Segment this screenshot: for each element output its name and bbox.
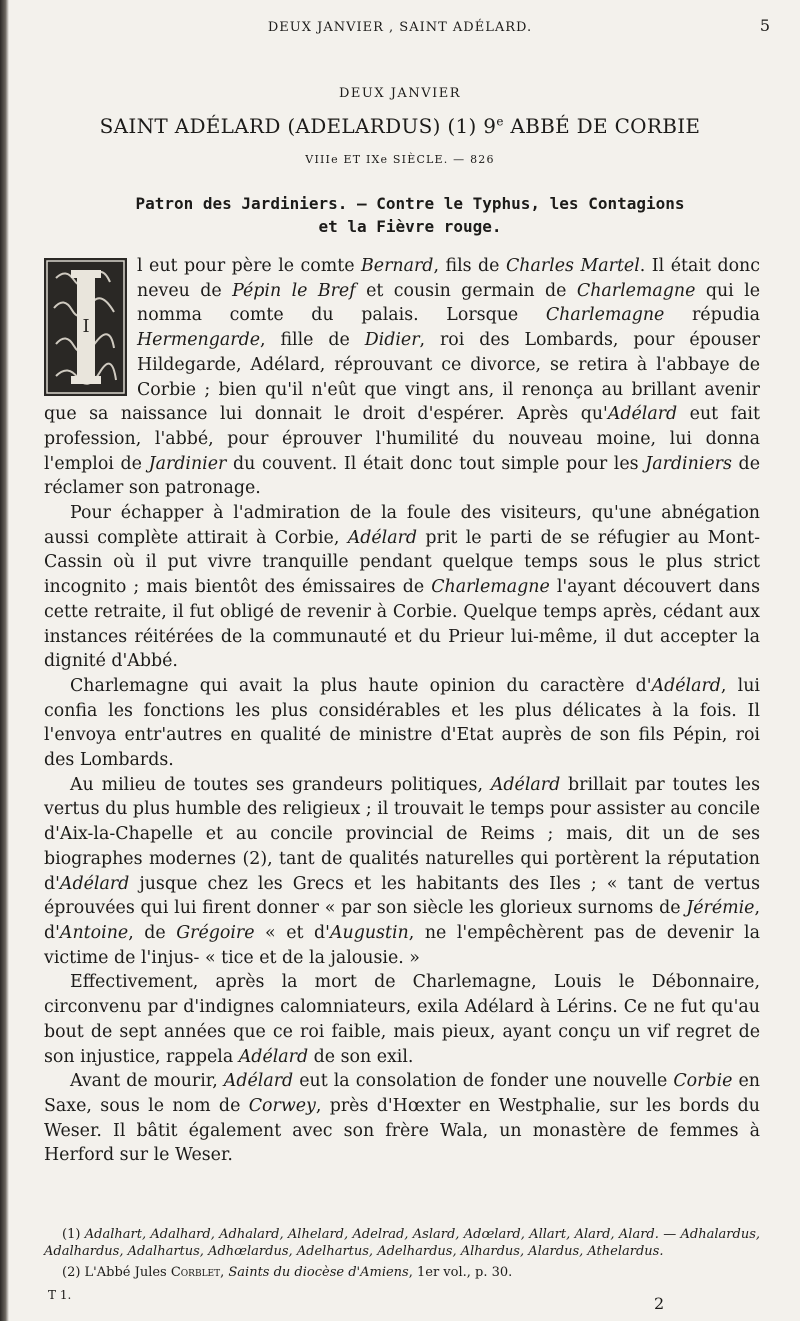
text-run: . Il était donc neveu de — [137, 256, 760, 301]
text-run: Grégoire — [176, 922, 255, 943]
entry-title — [0, 114, 800, 138]
paragraph-6 — [44, 1069, 760, 1168]
title-footnote-ref: 1 — [455, 114, 469, 138]
title-end: ABBÉ DE CORBIE — [503, 114, 701, 138]
footnote-work-title: Saints du diocèse d'Amiens — [228, 1265, 409, 1280]
text-run: de réclamer son patronage. — [44, 453, 760, 499]
text-run: qui le nomma comte du palais. Lorsque — [137, 280, 760, 326]
footnote-text: L'Abbé Jules — [84, 1265, 171, 1280]
text-run: Bernard — [361, 256, 434, 276]
text-run: Adélard — [490, 774, 561, 795]
text-run: Charlemagne qui avait la plus haute opinion du caractère d' — [70, 675, 652, 696]
text-run: Effectivement, après la mort de Charlemagne, Louis le Débonnaire, circonvenu par d'indignes calomniateurs, exila Adélard à Lérins. Ce ne fut qu'au bout de sept années que ce roi faible, mais pieux, ayant conçu un vif regret de son injustice, rappela — [44, 972, 760, 1067]
text-run: Au milieu de toutes ses grandeurs politiques, — [70, 774, 491, 795]
footnote-text: Adalhart, Adalhard, Adhalard, Alhelard, Adelrad, Aslard, Adœlard, Allart, Alard, Alard. — Adhalardus, Adalhardus, Adalhartus, Adhœlardus, Adelhartus, Adelhardus, Alhardus, Alardus, Athelardus. — [44, 1227, 760, 1259]
text-run: , lui confia les fonctions les plus considérables et les plus délicates à la fois. Il l'envoya entr'autres en qualité de ministre d'Etat auprès de son fils Pépin, roi des Lombards. — [44, 675, 760, 771]
paragraph-3 — [44, 674, 760, 773]
text-run: Adélard — [59, 873, 130, 894]
footnote-1 — [44, 1226, 760, 1260]
text-run: Adélard — [347, 527, 418, 548]
text-run: Jardinier — [148, 453, 227, 474]
paragraph-4 — [44, 773, 760, 971]
title-main: SAINT ADÉLARD (ADELARDUS) ( — [99, 114, 456, 138]
text-run: répudia — [664, 305, 760, 326]
century-line: VIIIe ET IXe SIÈCLE. — 826 — [305, 153, 495, 166]
text-run: et cousin germain de — [355, 280, 577, 301]
text-run: Pour échapper à l'admiration de la foule des visiteurs, qu'une abnégation aussi complète attirait à Corbie, — [44, 503, 760, 548]
text-run: Charles Martel — [505, 256, 640, 276]
text-run: Hermengarde — [137, 330, 260, 351]
footnote-text: , 1er vol., p. 30. — [408, 1265, 513, 1280]
text-run: Pépin le Bref — [232, 280, 356, 301]
text-run: , fils de — [433, 256, 506, 276]
paragraph-5 — [44, 970, 760, 1069]
ornamental-dropcap-icon — [44, 258, 127, 396]
text-run: eut la consolation de fonder une nouvelle — [293, 1071, 674, 1092]
text-run: Corbie — [673, 1071, 733, 1092]
text-run: , d' — [44, 898, 760, 943]
text-run: Charlemagne — [576, 280, 696, 301]
text-run: Adélard — [223, 1071, 294, 1092]
footnote-text: , — [220, 1265, 229, 1280]
text-run: , de — [128, 922, 177, 943]
sheet-signature: 2 — [654, 1294, 665, 1313]
feast-date: DEUX JANVIER — [338, 86, 462, 101]
text-run: en Saxe, sous le nom de — [44, 1071, 760, 1116]
text-run: Charlemagne — [431, 577, 550, 598]
patronage-line — [60, 192, 760, 238]
text-run: Avant de mourir, — [70, 1071, 224, 1092]
text-run: , ne l'empêchèrent pas de devenir la victime de l'injus- « tice et de la jalousie. » — [44, 922, 760, 968]
text-run: eut fait profession, l'abbé, pour éprouver l'humilité du nouveau moine, lui donna l'emploi de — [44, 404, 760, 474]
text-run: « et d' — [254, 922, 330, 943]
text-run: Didier — [364, 330, 420, 351]
footnote-author: Corblet — [170, 1265, 221, 1280]
text-run: brillait par toutes les vertus du plus humble des religieux ; il trouvait le temps pour assister au concile d'Aix-la-Chapelle et au concile provincial de Reims ; mais, dit un de ses biographes modernes (2), tant de qualités naturelles qui portèrent la réputation d' — [44, 774, 760, 894]
text-run: Adélard — [607, 404, 678, 425]
text-run: l eut pour père le comte — [137, 256, 362, 276]
footnote-2 — [44, 1264, 760, 1281]
title-ordinal: e — [496, 114, 504, 129]
page-number: 5 — [759, 16, 770, 35]
patronage-line-2: et la Fièvre rouge. — [318, 217, 502, 236]
running-head: DEUX JANVIER , SAINT ADÉLARD. — [267, 20, 533, 35]
patronage-line-1: Patron des Jardiniers. — Contre le Typhus, les Contagions — [135, 194, 685, 213]
text-run: , roi des Lombards, pour épouser Hildegarde, Adélard, réprouvant ce divorce, se retira à l'abbaye de Corbie ; bien qu'il n'eût que vingt ans, il renonça au brillant avenir que sa naissance lui donnait le droit d'espérer. Après qu' — [44, 330, 760, 425]
footnote-mark: (1) — [62, 1227, 85, 1242]
footnotes — [44, 1226, 760, 1285]
text-run: Corwey — [248, 1095, 316, 1116]
page-binding-edge — [0, 0, 9, 1321]
volume-signature: T 1. — [48, 1288, 72, 1302]
dropcap-letter: I — [82, 316, 90, 337]
text-run: Charlemagne — [545, 305, 665, 326]
text-run: Adélard — [238, 1046, 309, 1067]
title-mid: ) 9 — [468, 114, 497, 138]
body-text — [44, 254, 760, 1168]
text-run: prit le parti de se réfugier au Mont-Cassin où il put vivre tranquille pendant quelque temps sous le plus strict incognito ; mais bientôt des émissaires de — [44, 527, 760, 598]
footnote-mark: (2) — [62, 1265, 85, 1280]
text-run: Adélard — [651, 675, 721, 696]
text-run: de son exil. — [308, 1046, 414, 1067]
text-run: , fille de — [260, 330, 365, 351]
text-run: jusque chez les Grecs et les habitants des Iles ; « tant de vertus éprouvées qui lui firent donner « par son siècle les glorieux surnoms de — [44, 873, 760, 919]
paragraph-2 — [44, 501, 760, 674]
text-run: Antoine — [59, 922, 129, 943]
text-run: Jardiniers — [645, 453, 732, 474]
text-run: , près d'Hœxter en Westphalie, sur les bords du Weser. Il bâtit également avec son frère Wala, un monastère de femmes à Herford sur le Weser. — [44, 1095, 760, 1166]
text-run: Jérémie — [686, 898, 755, 919]
paragraph-1 — [44, 254, 760, 501]
text-run: Augustin — [329, 922, 409, 943]
text-run: l'ayant découvert dans cette retraite, il fut obligé de revenir à Corbie. Quelque temps après, cédant aux instances réitérées de la communauté et du Prieur lui-même, il dut accepter la dignité d'Abbé. — [44, 577, 760, 672]
text-run: du couvent. Il était donc tout simple pour les — [226, 453, 646, 474]
